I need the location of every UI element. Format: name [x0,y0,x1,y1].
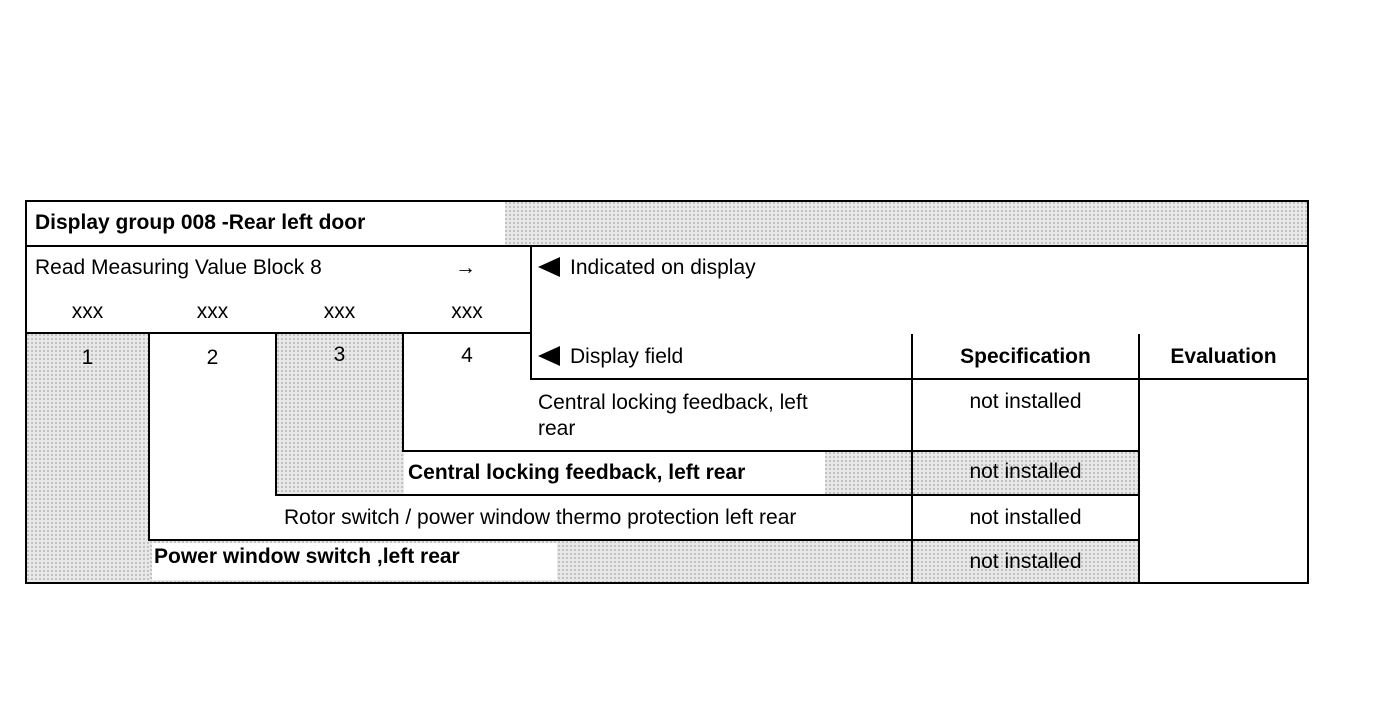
row-4-spec: not installed [969,390,1082,413]
row-2-label: Rotor switch / power window thermo protection left rear [284,506,797,529]
evaluation-header: Evaluation [1170,345,1277,368]
outer-left-line [25,200,27,584]
indicated-box-left [530,245,532,380]
column-2-value: xxx [196,300,229,323]
left-triangle-icon [538,346,560,366]
field-number-2: 2 [206,346,219,369]
indicated-on-display [538,255,756,281]
display-field-label: Display field [570,345,684,368]
row-2-bottom [148,539,1140,541]
row-1-label: Power window switch ,left rear [154,545,460,568]
column-1-value: xxx [71,300,104,323]
title-divider [25,245,1309,247]
right-arrow: → [455,256,476,279]
column-4-value: xxx [451,300,483,323]
column-3-value: xxx [323,300,356,323]
title-bar-shading [505,202,1307,246]
outer-right-line [1307,200,1309,584]
header-bottom-line [530,378,1309,380]
outer-bottom-line [25,582,1309,584]
row-4-label-line1: Central locking feedback, left [538,391,808,414]
columns-divider [25,332,531,334]
row-4-bottom [402,450,1140,452]
field-number-4: 4 [461,344,473,367]
eval-column-left [1138,334,1140,584]
specification-header: Specification [960,345,1091,368]
row-1-spec: not installed [969,550,1082,573]
indicated-label: Indicated on display [570,256,756,279]
left-triangle-icon [538,257,560,277]
row-2-spec: not installed [969,506,1082,529]
row-3-spec: not installed [969,460,1082,483]
read-block-label: Read Measuring Value Block 8 [35,256,322,279]
display-field-header [538,344,683,370]
row-4-label-line2: rear [538,417,576,440]
display-group-title: Display group 008 -Rear left door [35,211,366,234]
row-3-label-shading [825,452,911,494]
field-number-3: 3 [333,343,346,366]
outer-top-line [25,200,1309,202]
field-1-shading [27,334,150,582]
field-number-1: 1 [81,346,94,369]
row-3-bottom [275,494,1140,496]
row-3-label: Central locking feedback, left rear [408,461,746,484]
